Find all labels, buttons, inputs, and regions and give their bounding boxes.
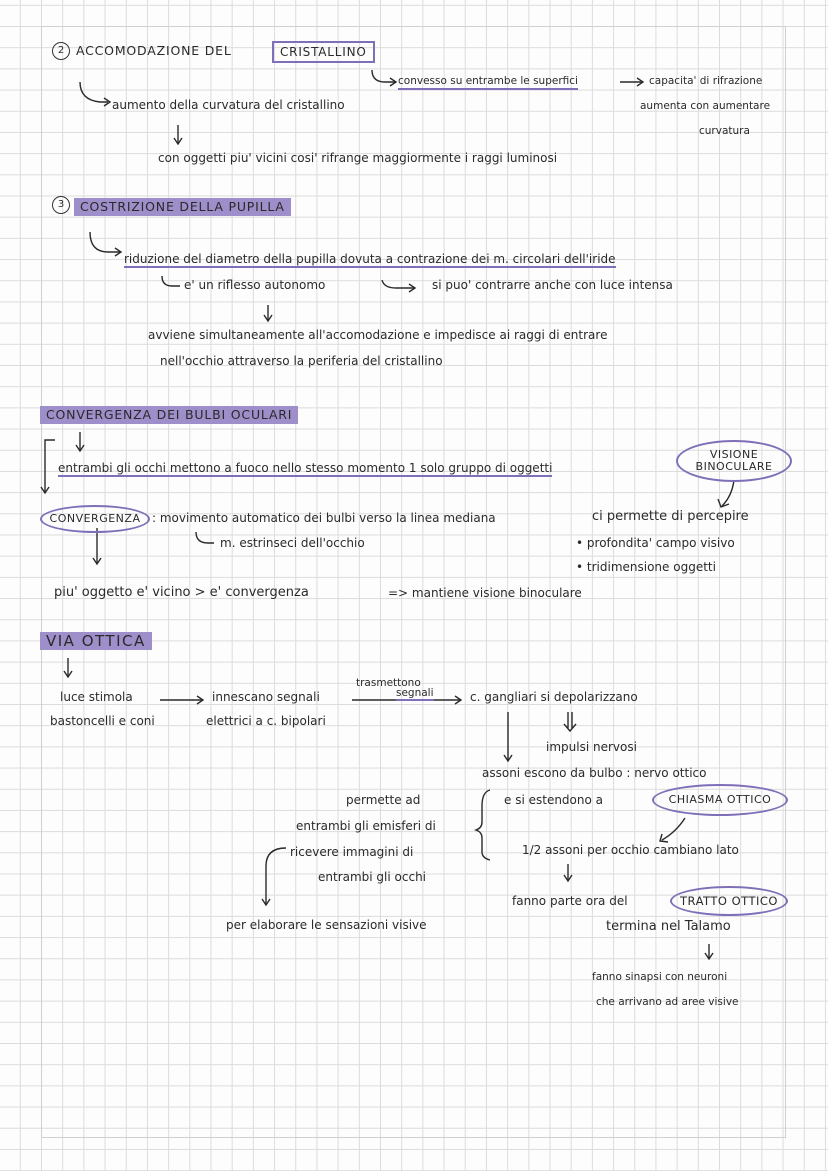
half-axons-note: 1/2 assoni per occhio cambiano lato [522,843,739,857]
extend-to: e si estendono a [504,793,603,807]
convergence-definition: : movimento automatico dei bulbi verso la linea mediana [152,511,496,525]
autonomic-reflex-note: e' un riflesso autonomo [184,278,326,292]
intense-light-note: si puo' contrarre anche con luce intensa [432,278,673,292]
triggers-signals-1: innescano segnali [212,690,320,704]
section-5-title: VIA OTTICA [40,632,152,650]
section-3-title: COSTRIZIONE DELLA PUPILLA [74,198,291,216]
optic-chiasm-oval: CHIASMA OTTICO [652,784,788,816]
simultaneous-note-2: nell'occhio attraverso la periferia del cristallino [160,354,443,368]
section-2-title-a: ACCOMODAZIONE DEL [76,43,232,58]
thalamus-note: termina nel Talamo [606,919,731,934]
depth-bullet: • profondita' campo visivo [576,536,735,550]
allows-hemispheres-3: ricevere immagini di [290,845,414,859]
transmit-signals-1: trasmettono [356,677,421,689]
allows-hemispheres-4: entrambi gli occhi [318,870,427,884]
axons-optic-nerve: assoni escono da bulbo : nervo ottico [482,766,707,780]
refraction-note-3: curvatura [699,125,750,137]
light-stimulates-2: bastoncelli e coni [50,714,155,728]
elaborate-visual-note: per elaborare le sensazioni visive [226,918,427,932]
both-eyes-note: entrambi gli occhi mettono a fuoco nello stesso momento 1 solo gruppo di oggetti [58,461,553,475]
section-2-title-b: CRISTALLINO [272,41,375,63]
optic-tract-prefix: fanno parte ora del [512,894,628,908]
maintains-binocular-note: => mantiene visione binoculare [388,586,582,600]
binocular-vision-oval [676,440,792,482]
optic-tract-oval: TRATTO OTTICO [670,886,788,916]
ganglion-depolarize: c. gangliari si depolarizzano [470,690,638,704]
section-4-title: CONVERGENZA DEI BULBI OCULARI [40,406,298,424]
closer-convergence-note: piu' oggetto e' vicino > e' convergenza [54,585,309,600]
nerve-impulses: impulsi nervosi [546,740,637,754]
convex-note: convesso su entrambe le superfici [398,74,578,90]
synapse-note-2: che arrivano ad aree visive [596,996,739,1008]
pupil-reduction-note: riduzione del diametro della pupilla dovuta a contrazione dei m. circolari dell'iride [124,252,616,266]
convergence-oval: CONVERGENZA [40,505,150,533]
allows-hemispheres-1: permette ad [346,793,421,807]
light-stimulates-1: luce stimola [60,690,133,704]
3d-bullet: • tridimensione oggetti [576,560,716,574]
refraction-note-1: capacita' di rifrazione [649,75,763,87]
refraction-note-2: aumenta con aumentare [640,100,771,112]
section-3-number: 3 [52,196,70,214]
closer-objects-note: con oggetti piu' vicini cosi' rifrange maggiormente i raggi luminosi [158,151,558,165]
binocular-vision-text: VISIONE BINOCULARE [695,448,773,473]
curvature-note: aumento della curvatura del cristallino [112,98,345,112]
synapse-note-1: fanno sinapsi con neuroni [592,971,728,983]
allows-perceive-note: ci permette di percepire [592,509,749,524]
simultaneous-note-1: avviene simultaneamente all'accomodazione e impedisce ai raggi di entrare [148,328,608,342]
transmit-signals-2: segnali [396,687,434,699]
allows-hemispheres-2: entrambi gli emisferi di [296,819,436,833]
extrinsic-muscles-note: m. estrinseci dell'occhio [220,536,365,550]
triggers-signals-2: elettrici a c. bipolari [206,714,326,728]
section-2-number: 2 [52,42,70,60]
